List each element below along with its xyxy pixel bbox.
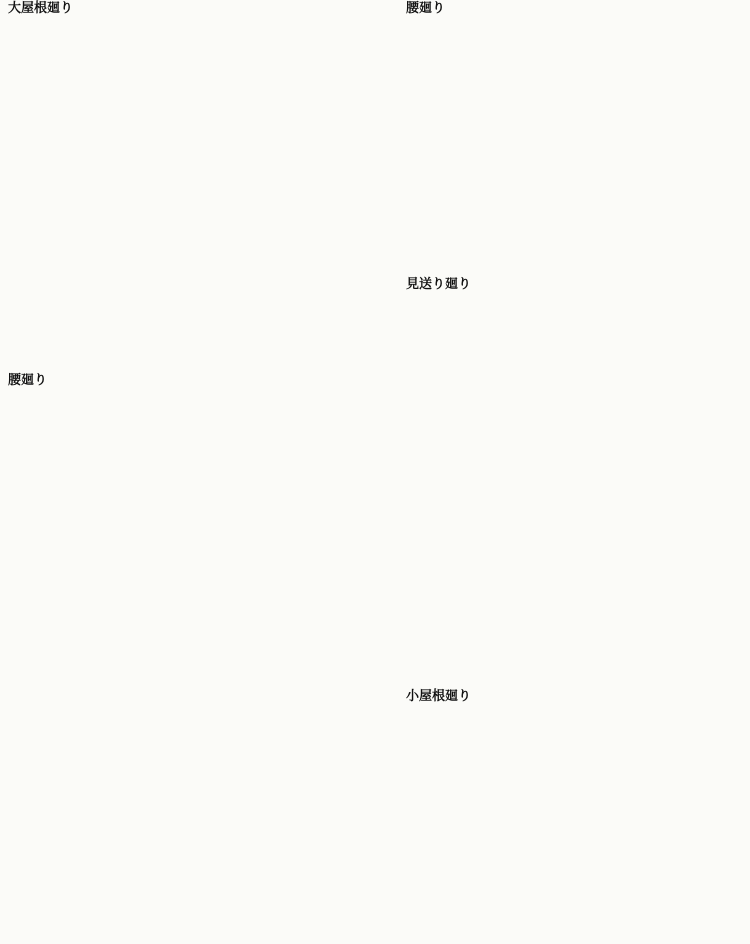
oyane-section xyxy=(6,0,390,18)
section-title: 腰廻り xyxy=(8,373,48,388)
section-title: 見送り廻り xyxy=(406,277,472,292)
koyane-section xyxy=(404,688,738,706)
section-title: 腰廻り xyxy=(406,1,446,16)
miokuri-section xyxy=(404,276,738,294)
koshi-left-section xyxy=(6,372,390,390)
koshi-right-section xyxy=(404,0,738,18)
section-title: 大屋根廻り xyxy=(8,1,74,16)
section-title: 小屋根廻り xyxy=(406,689,472,704)
